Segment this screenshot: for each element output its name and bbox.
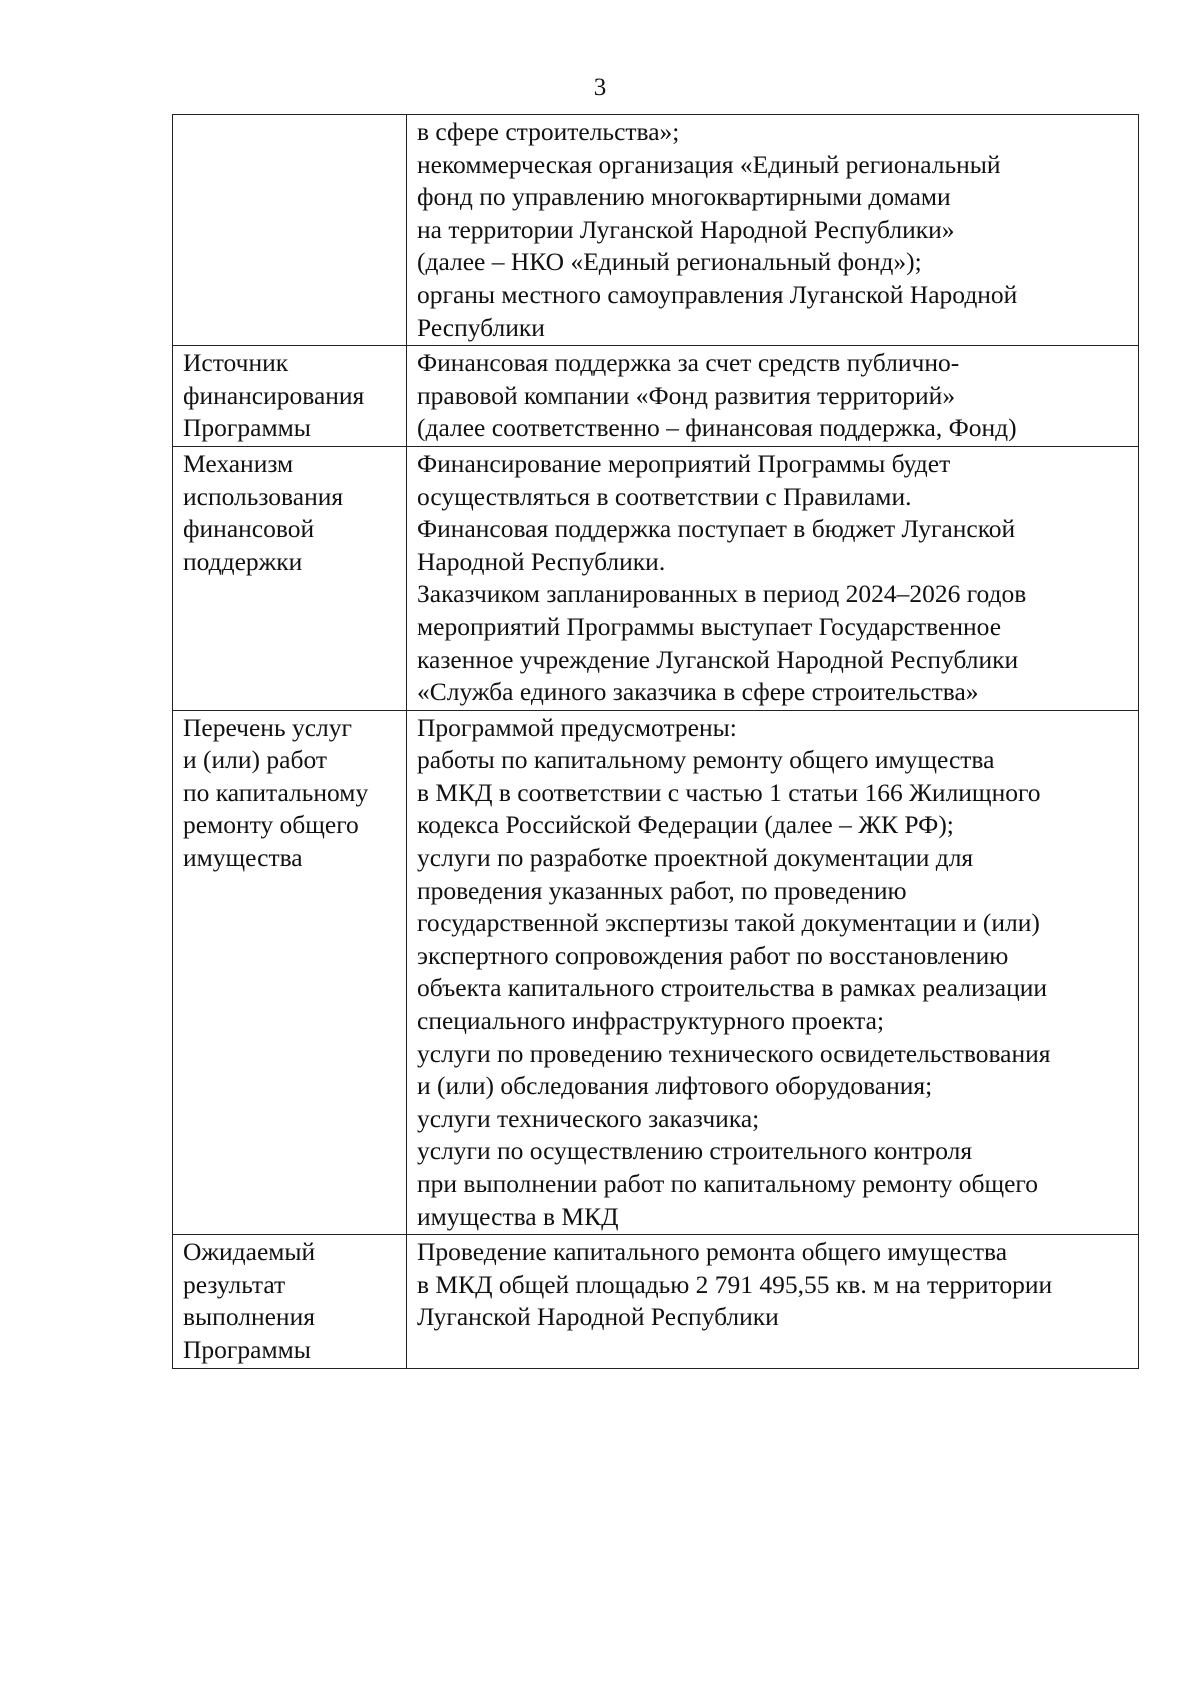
row-content-line: Программой предусмотрены: xyxy=(417,712,737,742)
row-label-line: Ожидаемый xyxy=(183,1237,316,1267)
table-row xyxy=(173,1235,1139,1368)
row-content-line: фонд по управлению многоквартирными домами xyxy=(417,182,951,212)
row-label-line: Механизм xyxy=(183,448,294,478)
row-content-line: (далее – НКО «Единый региональный фонд»); xyxy=(417,247,922,277)
row-label-line: по капитальному xyxy=(183,777,369,807)
table-row xyxy=(173,710,1139,1235)
row-label-cell xyxy=(173,346,407,447)
row-content-line: имущества в МКД xyxy=(417,1201,619,1231)
row-label-cell xyxy=(173,115,407,346)
row-content-line: Республики xyxy=(417,312,545,342)
row-content-line: Луганской Народной Республики xyxy=(417,1302,779,1332)
row-content-line: при выполнении работ по капитальному ремонту общего xyxy=(417,1169,1038,1198)
program-passport-body xyxy=(173,115,1139,1369)
row-label-line: Источник xyxy=(183,348,289,378)
row-content-line: Заказчиком запланированных в период 2024–2026 годов xyxy=(417,579,1027,609)
row-content-line: на территории Луганской Народной Республики» xyxy=(417,214,955,244)
row-label-line: финансирования xyxy=(183,380,365,410)
row-content-line: в сфере строительства»; xyxy=(417,117,680,146)
page-number: 3 xyxy=(593,74,607,101)
row-content-cell xyxy=(407,346,1139,447)
row-label-line: поддержки xyxy=(183,546,303,576)
row-content-line: некоммерческая организация «Единый региональный xyxy=(417,149,1001,179)
row-label-line: имущества xyxy=(183,843,303,873)
row-content-line: органы местного самоуправления Луганской Народной xyxy=(417,279,1018,309)
row-content-line: услуги по осуществлению строительного контроля xyxy=(417,1136,973,1166)
row-label-line: использования xyxy=(183,481,344,511)
row-content-line: «Служба единого заказчика в сфере строительства» xyxy=(417,677,979,707)
row-label-cell xyxy=(173,710,407,1235)
row-content-line: правовой компании «Фонд развития территорий» xyxy=(417,380,956,410)
row-content-line: Финансирование мероприятий Программы будет xyxy=(417,448,951,478)
row-label-line: результат xyxy=(183,1269,286,1299)
row-label-cell xyxy=(173,1235,407,1368)
row-content-line: Финансовая поддержка поступает в бюджет Луганской xyxy=(417,514,1016,544)
row-content-line: услуги технического заказчика; xyxy=(417,1103,760,1133)
row-label-line: Программы xyxy=(183,413,311,443)
row-label-line: ремонту общего xyxy=(183,810,359,840)
row-content-cell xyxy=(407,1235,1139,1368)
row-content-line: Финансовая поддержка за счет средств публично- xyxy=(417,348,960,378)
table-row xyxy=(173,115,1139,346)
row-content-line: объекта капитального строительства в рамках реализации xyxy=(417,973,1048,1003)
row-label-line: Перечень услуг xyxy=(183,712,352,742)
row-content-line: услуги по разработке проектной документации для xyxy=(417,843,974,873)
row-content-line: казенное учреждение Луганской Народной Республики xyxy=(417,644,1019,674)
row-label-line: финансовой xyxy=(183,514,315,544)
row-content-line: (далее соответственно – финансовая поддержка, Фонд) xyxy=(417,413,1017,443)
row-content-line: государственной экспертизы такой документации и (или) xyxy=(417,908,1040,938)
row-content-line: в МКД в соответствии с частью 1 статьи 166 Жилищного xyxy=(417,777,1041,807)
row-content-cell xyxy=(407,710,1139,1235)
row-content-line: услуги по проведению технического освидетельствования xyxy=(417,1038,1051,1068)
row-content-cell xyxy=(407,115,1139,346)
row-label-line: и (или) работ xyxy=(183,745,327,775)
row-content-line: в МКД общей площадью 2 791 495,55 кв. м на территории xyxy=(417,1269,1053,1299)
row-content-line: проведения указанных работ, по проведению xyxy=(417,875,907,905)
table-row xyxy=(173,446,1139,710)
row-content-line: мероприятий Программы выступает Государственное xyxy=(417,611,1002,641)
row-label-line: Программы xyxy=(183,1334,311,1364)
row-content-line: Народной Республики. xyxy=(417,546,666,576)
row-content-line: и (или) обследования лифтового оборудования; xyxy=(417,1071,933,1101)
row-content-line: специального инфраструктурного проекта; xyxy=(417,1006,885,1036)
row-content-cell xyxy=(407,446,1139,710)
row-label-cell xyxy=(173,446,407,710)
row-content-line: экспертного сопровождения работ по восстановлению xyxy=(417,940,1009,970)
program-passport-table xyxy=(172,114,1139,1369)
row-content-line: кодекса Российской Федерации (далее – ЖК РФ); xyxy=(417,810,954,840)
row-label-line: выполнения xyxy=(183,1302,315,1332)
table-row xyxy=(173,346,1139,447)
row-content-line: осуществляться в соответствии с Правилами. xyxy=(417,481,912,511)
row-content-line: Проведение капитального ремонта общего имущества xyxy=(417,1237,1008,1267)
row-content-line: работы по капитальному ремонту общего имущества xyxy=(417,745,995,775)
